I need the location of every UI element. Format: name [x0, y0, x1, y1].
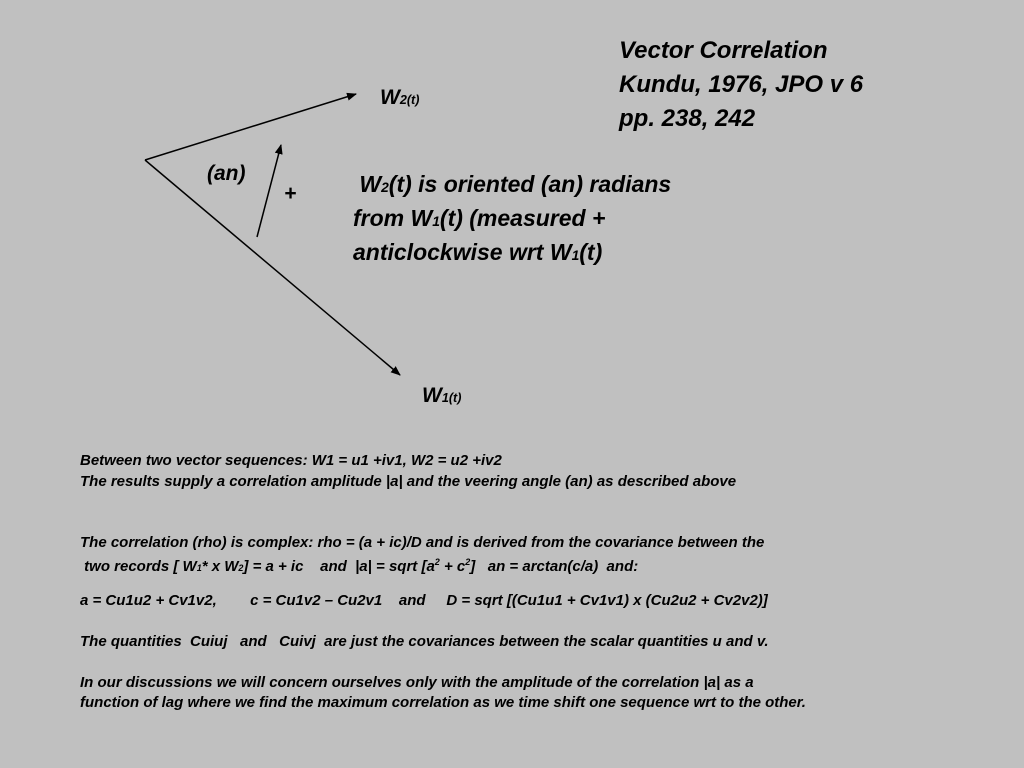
reference-block	[619, 34, 863, 136]
reference-citation: Kundu, 1976, JPO v 6	[619, 71, 864, 98]
note-definitions: a = Cu1u2 + Cv1v2, c = Cu1v2 – Cu2v1 and D = sqrt [(Cu1u1 + Cv1v1) x (Cu2u2 + Cv2v2)]	[80, 592, 768, 609]
note-results: The results supply a correlation amplitude |a| and the veering angle (an) as described above	[80, 473, 737, 490]
note-correlation: The correlation (rho) is complex: rho = (a + ic)/D and is derived from the covariance between the	[80, 534, 765, 551]
reference-pages: pp. 238, 242	[619, 105, 756, 132]
note-records-formula: two records [ W1* x W2] = a + ic and |a| = sqrt $[a^2 + c^2]$ an = arctan(c/a) and:	[80, 557, 639, 575]
angle-label: (an)	[207, 162, 246, 185]
note-sequences: Between two vector sequences: W1 = u1 +iv1, W2 = u2 +iv2	[80, 452, 502, 469]
angle-direction-arrow	[257, 145, 281, 237]
orientation-description	[353, 169, 671, 271]
w1-label: W1(t)	[422, 384, 462, 407]
plus-sign-label: +	[284, 182, 297, 205]
note-covariances: The quantities Cuiuj and Cuivj are just the covariances between the scalar quantities u and v.	[80, 633, 769, 650]
description-line-3: anticlockwise wrt W1(t)	[353, 239, 603, 265]
w2-label: W2(t)	[380, 86, 420, 109]
w2-vector-arrow	[145, 94, 356, 160]
description-line-1: W2(t) is oriented (an) radians	[359, 171, 672, 197]
note-amplitude-2: function of lag where we find the maximum correlation as we time shift one sequence wrt to the other.	[80, 694, 806, 711]
note-amplitude-1: In our discussions we will concern ourselves only with the amplitude of the correlation |a| as a	[80, 674, 754, 691]
reference-title: Vector Correlation	[619, 37, 828, 64]
description-line-2: from W1(t) (measured +	[353, 205, 606, 231]
